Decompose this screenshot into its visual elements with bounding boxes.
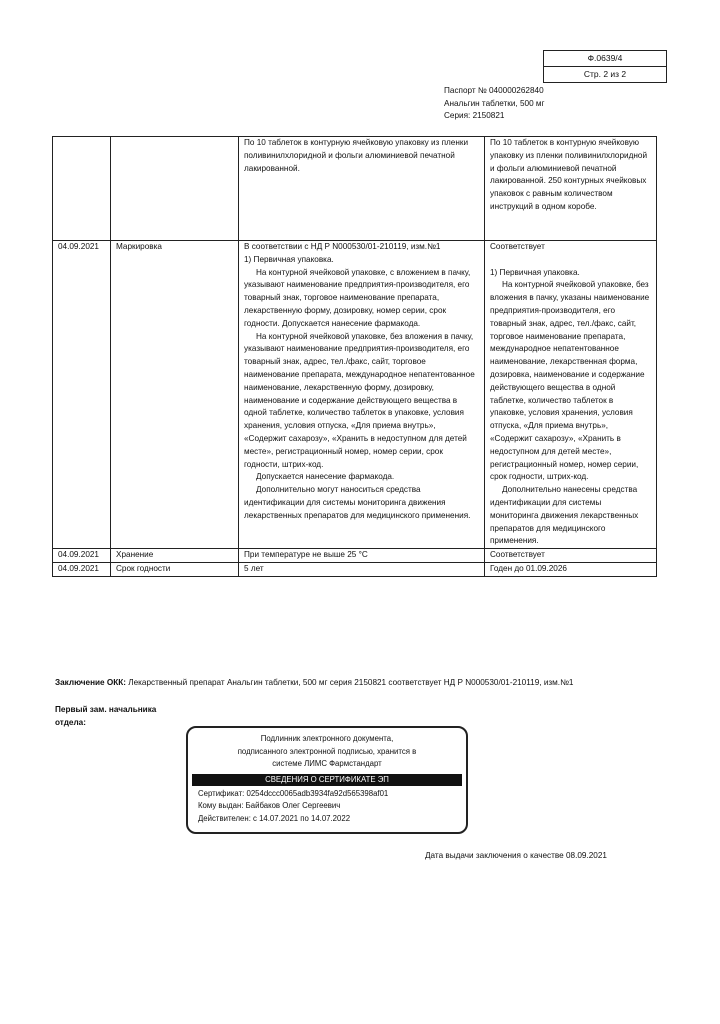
req-primary: 1) Первичная упаковка. <box>244 254 334 264</box>
passport-number: Паспорт № 040000262840 <box>444 86 544 95</box>
stamp-line: Подлинник электронного документа, <box>260 734 394 743</box>
signer-title <box>55 703 156 729</box>
param-cell: Хранение <box>111 549 239 563</box>
req-paragraph: На контурной ячейковой упаковке, с вложением в пачку, указывают наименование предприятия-производителя, его товарный знак, торговое наименование препарата, лекарственную форму, дозировку, номер серии, срок годности. Допускается нанесение фармакода. <box>244 267 471 328</box>
stamp-line: подписанного электронной подписью, хранится в <box>237 746 417 756</box>
form-code: Ф.0639/4 <box>587 53 623 63</box>
requirement-cell: По 10 таблеток в контурную ячейковую упаковку из пленки поливинилхлоридной и фольги алюминиевой печатной лакированной. <box>239 137 485 241</box>
param-cell <box>111 137 239 241</box>
req-head: В соответствии с НД Р N000530/01-210119, изм.№1 <box>244 242 441 251</box>
result-cell: По 10 таблеток в контурную ячейковую упаковку из пленки поливинилхлоридной и фольги алюминиевой печатной лакированной. 250 контурных ячейковых упаковок с равным количеством инструкций в одном коробе. <box>485 137 657 241</box>
table-row <box>53 137 657 241</box>
form-code-box <box>543 50 667 83</box>
result-cell <box>485 241 657 549</box>
res-paragraph: Дополнительно нанесены средства идентификации для системы мониторинга движения лекарственных препаратов для медицинского применения. <box>490 485 639 546</box>
certificate-validity: Действителен: с 14.07.2021 по 14.07.2022 <box>198 813 351 823</box>
requirement-cell: При температуре не выше 25 °С <box>239 549 485 563</box>
req-paragraph: На контурной ячейковой упаковке, без вложения в пачку, указывают наименование предприятия-производителя, его товарный знак, адрес, тел./факс, сайт, торговое наименование препарата, международное непатентованное наименование, лекарственную форму, дозировку, наименование и содержание действующего вещества в одной таблетке, количество таблеток в упаковке, условия хранения, условия отпуска, «Для приема внутрь», «Содержит сахарозу», «Хранить в недоступном для детей месте», регистрационный номер, номер серии, срок годности, штрих-код. <box>244 331 475 469</box>
certificate-header-bar: СВЕДЕНИЯ О СЕРТИФИКАТЕ ЭП <box>192 774 462 786</box>
res-head: Соответствует <box>490 242 545 251</box>
product-name: Анальгин таблетки, 500 мг <box>444 98 545 108</box>
table-row <box>53 549 657 563</box>
table-row <box>53 241 657 549</box>
table-row <box>53 562 657 576</box>
signer-line: Первый зам. начальника <box>55 705 157 714</box>
batch-number: Серия: 2150821 <box>444 111 505 120</box>
passport-header <box>444 85 545 123</box>
conclusion-text: Лекарственный препарат Анальгин таблетки, 500 мг серия 2150821 соответствует НД Р N000530/01-210119, изм.№1 <box>125 678 574 687</box>
requirement-cell <box>239 241 485 549</box>
param-cell: Маркировка <box>111 241 239 549</box>
page-number: Стр. 2 из 2 <box>544 66 666 82</box>
date-cell: 04.09.2021 <box>53 549 111 563</box>
date-cell: 04.09.2021 <box>53 241 111 549</box>
req-paragraph: Допускается нанесение фармакода. <box>256 472 395 482</box>
signer-line: отдела: <box>55 718 86 727</box>
conclusion <box>55 676 615 689</box>
date-cell: 04.09.2021 <box>53 562 111 576</box>
res-paragraph: На контурной ячейковой упаковке, без вложения в пачку, указаны наименование предприятия-производителя, его товарный знак, адрес, тел./факс, сайт, торговое наименование препарата, международное непатентованное наименование, лекарственная форма, дозировка, наименование и содержание действующего вещества в одной таблетке, количество таблеток в упаковке, условия хранения, условия отпуска, «Для приема внутрь», «Содержит сахарозу», «Хранить в недоступном для детей месте», регистрационный номер, номер серии, срок годности, штрих-код. <box>490 280 650 482</box>
param-cell: Срок годности <box>111 562 239 576</box>
result-cell: Годен до 01.09.2026 <box>485 562 657 576</box>
result-cell: Соответствует <box>485 549 657 563</box>
certificate-owner: Кому выдан: Байбаков Олег Сергеевич <box>198 801 341 810</box>
conclusion-label: Заключение ОКК: <box>55 678 126 687</box>
requirement-cell: 5 лет <box>239 562 485 576</box>
issue-date: Дата выдачи заключения о качестве 08.09.2021 <box>425 851 607 860</box>
res-primary: 1) Первичная упаковка. <box>490 267 580 277</box>
certificate-id: Сертификат: 0254dccc0065adb3934fa92d565398af01 <box>198 788 389 798</box>
stamp-line: системе ЛИМС Фармстандарт <box>272 759 382 768</box>
req-paragraph: Дополнительно могут наноситься средства идентификации для системы мониторинга движения лекарственных препаратов для медицинского применения. <box>244 485 471 520</box>
date-cell <box>53 137 111 241</box>
results-table <box>52 136 657 577</box>
electronic-signature-stamp <box>186 726 468 834</box>
